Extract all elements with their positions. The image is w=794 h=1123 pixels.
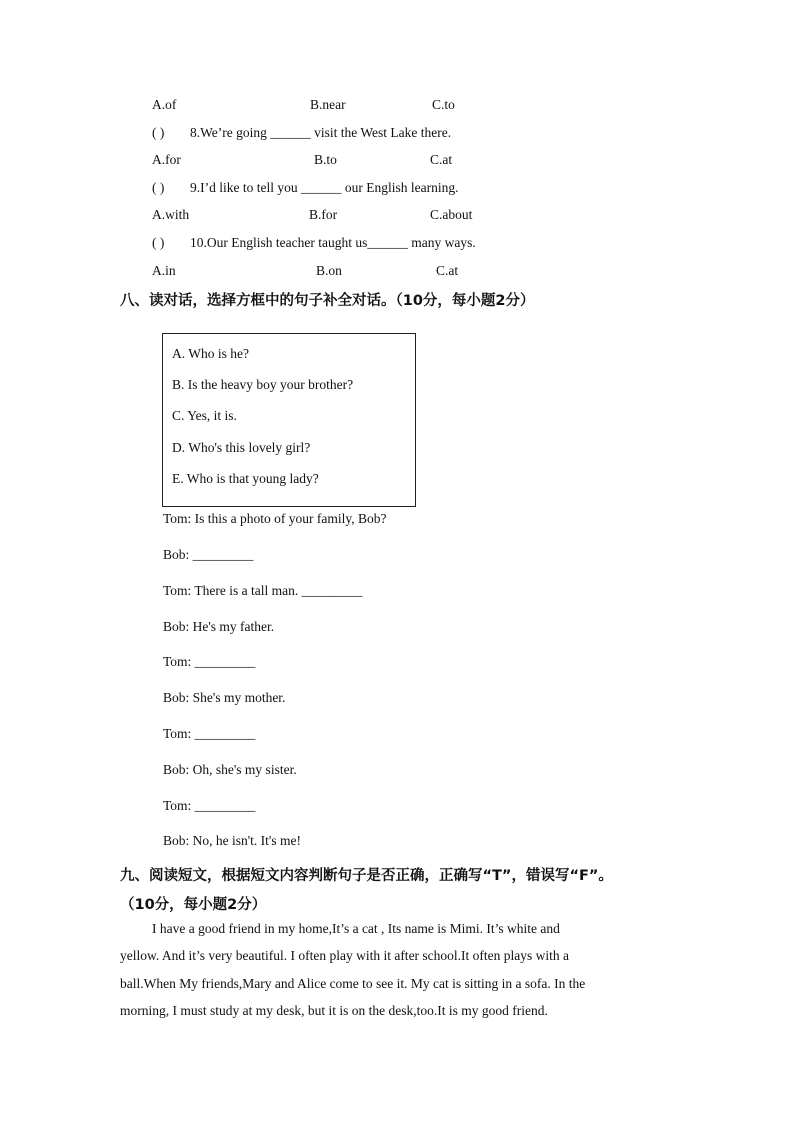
choice-d: D. Who's this lovely girl?: [172, 440, 311, 455]
question-text: 9.I’d like to tell you ______ our English learning.: [190, 180, 459, 195]
q8-option-b: B.to: [314, 152, 337, 167]
q10-option-c: C.at: [436, 263, 459, 278]
dialogue-line: Tom: _________: [163, 798, 256, 813]
question-text: 10.Our English teacher taught us______ many ways.: [190, 235, 476, 250]
section-9-heading: 九、阅读短文，根据短文内容判断句子是否正确，正确写“T”，错误写“F”。: [120, 868, 613, 884]
dialogue-line: Bob: _________: [163, 547, 254, 562]
q10-option-b: B.on: [316, 263, 342, 278]
section-9-heading-score: （10分，每小题2分）: [120, 897, 267, 913]
choice-e: E. Who is that young lady?: [172, 471, 319, 486]
answer-bracket: ( ): [152, 235, 165, 250]
q10-option-a: A.in: [152, 263, 176, 278]
q8-option-c: C.at: [430, 152, 453, 167]
question-text: 8.We’re going ______ visit the West Lake there.: [190, 125, 452, 140]
dialogue-line: Tom: There is a tall man. _________: [163, 583, 363, 598]
q7-option-c: C.to: [432, 97, 455, 112]
passage-line: ball.When My friends,Mary and Alice come to see it. My cat is sitting in a sofa. In the: [120, 976, 586, 991]
dialogue-line: Bob: She's my mother.: [163, 690, 286, 705]
q9-option-a: A.with: [152, 207, 190, 222]
dialogue-line: Tom: _________: [163, 726, 256, 741]
choice-c: C. Yes, it is.: [172, 408, 237, 423]
dialogue-line: Tom: Is this a photo of your family, Bob?: [163, 511, 387, 526]
dialogue-line: Bob: He's my father.: [163, 619, 275, 634]
passage-line: I have a good friend in my home,It’s a cat , Its name is Mimi. It’s white and: [152, 921, 560, 936]
q7-option-b: B.near: [310, 97, 346, 112]
choice-a: A. Who is he?: [172, 346, 249, 361]
dialogue-line: Bob: Oh, she's my sister.: [163, 762, 297, 777]
q8-option-a: A.for: [152, 152, 181, 167]
q9-option-c: C.about: [430, 207, 473, 222]
choice-b: B. Is the heavy boy your brother?: [172, 377, 354, 392]
q9-option-b: B.for: [309, 207, 338, 222]
dialogue-line: Tom: _________: [163, 654, 256, 669]
passage-line: morning, I must study at my desk, but it is on the desk,too.It is my good friend.: [120, 1003, 548, 1018]
answer-bracket: ( ): [152, 180, 165, 195]
passage-line: yellow. And it’s very beautiful. I often play with it after school.It often plays with a: [120, 948, 570, 963]
answer-bracket: ( ): [152, 125, 165, 140]
section-8-heading: 八、读对话，选择方框中的句子补全对话。（10分，每小题2分）: [120, 293, 535, 309]
dialogue-line: Bob: No, he isn't. It's me!: [163, 833, 301, 848]
q7-option-a: A.of: [152, 97, 177, 112]
